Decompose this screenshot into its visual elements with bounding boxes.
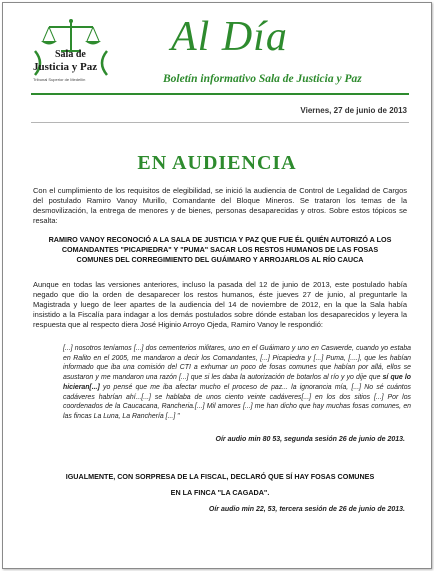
masthead-title: Al Día	[171, 14, 288, 60]
quote-text-emphasis: sí que lo hicieran[...]	[63, 374, 411, 391]
logo	[31, 17, 111, 91]
logo-subtext: Tribunal Superior de Medellín	[33, 77, 86, 82]
audio-citation-2: Oír audio min 22, 53, tercera sesión de 26 de junio de 2013.	[208, 506, 405, 513]
logo-text-line2: Justicia y Paz	[33, 61, 98, 73]
page-frame	[2, 2, 432, 569]
quote-text-after: yo pensé que me iba afectar mucho el proceso de paz... la ignorancia mía, [...] No sé cuántos cadáveres habrían ahí...[...] se hablaba de unos ciento veinte cadáveres[...] en los dos sitios [...] Por los coordenados de la Caucacana, Rancheria.[...] Mil amores [...] me han dicho que hay muchas fosas comunes, en las fincas La Luna, La Ranchería [...] "	[63, 383, 411, 420]
header-divider	[31, 93, 409, 95]
second-headline	[43, 469, 397, 501]
quote-text-before: [...] nosotros teníamos [...] dos cementerios militares, uno en el Guáimaro y uno en Caswerde, cuando yo estaba en Ralito en el 2005, me mandaron a decir los Comandantes, [...] Picapiedra y [...] Puma, [....], que les habían informado que iba una comisión del CTI a exhumar un poco de fosas comunes que habían por allá, ellos se asustaron y me mandaron una razón [...] que si les daba la autorización de botarlos al río y yo dije que	[63, 345, 411, 382]
second-headline-line2: EN LA FINCA "LA CAGADA".	[170, 488, 270, 497]
bulletin-subtitle: Boletín informativo Sala de Justicia y Paz	[163, 73, 362, 85]
intro-paragraph: Con el cumplimiento de los requisitos de elegibilidad, se inició la audiencia de Control de Legalidad de Cargos del postulado Ramiro Vanoy Murillo, Comandante del Bloque Mineros. Se trataron los temas de la desmovilización, la entrega de menores y de bienes, personas desaparecidas y otros. Sobre estos tópicos se resalta:	[33, 186, 407, 225]
article-title: EN AUDIENCIA	[137, 152, 297, 174]
second-headline-line1: IGUALMENTE, CON SORPRESA DE LA FISCAL, DECLARÓ QUE SÍ HAY FOSAS COMUNES	[65, 472, 375, 481]
body-paragraph: Aunque en todas las versiones anteriores, incluso la pasada del 12 de junio de 2013, este postulado había negado que dio la orden de desaparecer los restos humanos, éste jueves 27 de junio, al preguntarle la Magistrada y luego de leer apartes de la audiencia del 14 de noviembre de 2012, en la que la Sala había insistido a la Fiscalía para indagar a los demás postulados sobre dónde estaban los desaparecidos y leyera la respuesta que al respecto diera José Higinio Arroyo Ojeda, Ramiro Vanoy le respondió:	[33, 280, 407, 329]
logo-text-line1: Sala de	[55, 49, 86, 60]
issue-date: Viernes, 27 de junio de 2013	[300, 106, 407, 115]
date-divider	[31, 122, 409, 123]
article-headline: RAMIRO VANOY RECONOCIÓ A LA SALA DE JUSTICIA Y PAZ QUE FUE ÉL QUIÉN AUTORIZÓ A LOS COMANDANTES "PICAPIEDRA" Y "PUMA" SACAR LOS RESTOS HUMANOS DE LAS FOSAS COMUNES DEL CORREGIMIENTO DEL GUÁIMARO Y ARROJARLOS AL RÍO CAUCA	[48, 235, 392, 264]
testimony-quote	[63, 344, 411, 422]
audio-citation-1: Oír audio min 80 53, segunda sesión 26 de junio de 2013.	[215, 436, 405, 443]
